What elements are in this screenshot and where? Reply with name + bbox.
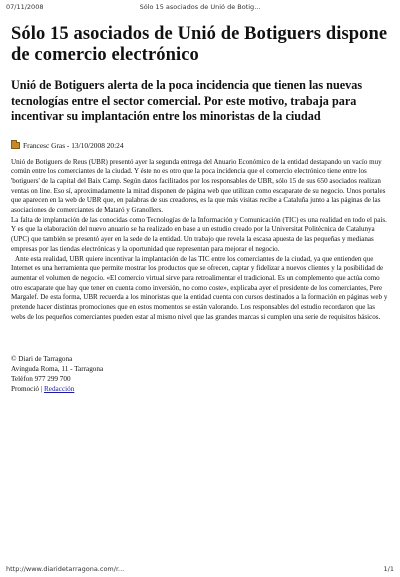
article (11, 24, 390, 394)
source-links-prefix: Promoció | (11, 385, 44, 394)
source-address: Avinguda Roma, 11 - Tarragona (11, 365, 104, 374)
folder-icon (11, 142, 20, 149)
source-copyright: © Diari de Tarragona (11, 355, 73, 364)
source-links (11, 384, 390, 394)
source-phone: Telèfon 977 299 700 (11, 375, 71, 384)
byline-text: Francesc Gras - 13/10/2008 20:24 (23, 140, 124, 150)
source-block (11, 354, 390, 394)
body-paragraph-3: Ante esta realidad, UBR quiere incentivar la implantación de las TIC entre los comerciantes de la ciudad, ya que entienden que Internet es una herramienta que permite mostrar los productos que se ofrecen, captar y fidelizar a nuevos clientes y la posibilidad de aumentar el volumen de negocio. «El comercio virtual sirve para retroalimentar el tradicional. Es un complemento que actúa como otro escaparate que hay que tener en cuenta como inversión, no como coste», explicaba ayer el presidente de los comerciantes, Pere Margalef. De esta forma, UBR recuerda a los minoristas que la entidad cuenta con cursos destinados a la formación en páginas web y pretende hacer distintas promociones que en estos momentos se están valorando. Los responsables del estudio recordaron que las webs de los pequeños comerciantes pueden estar al mismo nivel que las grandes marcas si cumplen una serie de requisitos básicos. (11, 254, 388, 321)
redaccion-link[interactable]: Redacción (43, 385, 75, 394)
article-lead: Unió de Botiguers alerta de la poca incidencia que tienen las nuevas tecnologías entre el sector comercial. Por este motivo, trabaja para incentivar su implantación entre los minoristas de la ciudad (11, 78, 363, 123)
print-date: 07/11/2008 (6, 3, 44, 11)
print-header (6, 3, 394, 11)
print-url: http://www.diaridetarragona.com/r... (6, 565, 125, 573)
print-footer (6, 565, 394, 573)
print-page-number: 1/1 (383, 565, 394, 573)
article-headline: Sólo 15 asociados de Unió de Botiguers dispone de comercio electrónico (11, 24, 388, 65)
body-paragraph-1: Unió de Botiguers de Reus (UBR) presentó ayer la segunda entrega del Anuario Económico de la entidad destapando un vacío muy común entre los comerciantes de la ciudad. Y éste no es otro que la poca incidencia que el comercio electrónico tiene entre los 'botiguers' de la capital del Baix Camp. Según datos facilitados por los responsables de UBR, sólo 15 de sus 650 asociados realizan ventas on line. Eso sí, aproximadamente la mitad disponen de página web que utilizan como escaparate de su negocio. Unos portales que aparecen en la web de UBR que, en palabras de sus creadores, es la que más visitas recibe a Cataluña junto a las páginas de las asociaciones de comerciantes de Mataró y Granollers. (11, 157, 386, 215)
article-body (11, 158, 390, 323)
print-page-title: Sólo 15 asociados de Unió de Botig... (139, 3, 261, 11)
article-byline (11, 141, 390, 150)
body-paragraph-2: La falta de implantación de las conocidas como Tecnologías de la Información y Comunicación (TIC) es una realidad en todo el país. Y es que la elaboración del nuevo anuario se ha realizado en base a un estudio creado por la Universitat Politècnica de Catalunya (UPC) que también se presentó ayer en la sede de la entidad. Un trabajo que revela la escasa apuesta de las pequeñas y medianas empresas por las tiendas electrónicas y la oportunidad que representan para mejorar el negocio. (11, 215, 387, 253)
